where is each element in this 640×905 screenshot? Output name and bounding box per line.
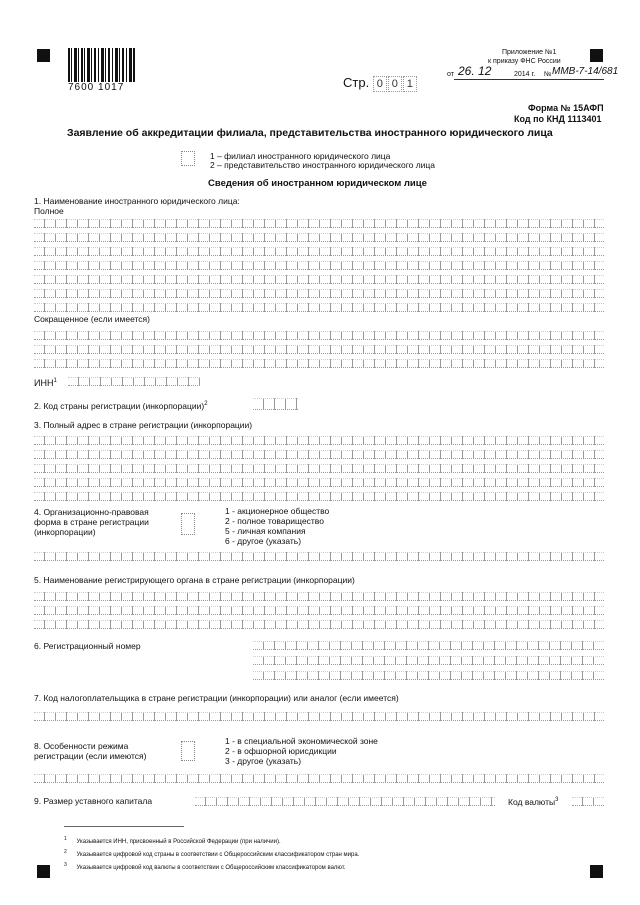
- field-5-label: 5. Наименование регистрирующего органа в стране регистрации (инкорпорации): [34, 575, 355, 585]
- org-form-option: 1 - акционерное общество: [225, 506, 330, 516]
- org-form-other-row[interactable]: [34, 552, 604, 561]
- footnote-number: 1: [64, 836, 67, 842]
- full-name-row[interactable]: [34, 233, 604, 242]
- inn-input[interactable]: [68, 377, 200, 386]
- registration-marker-bottom-right: [590, 865, 603, 878]
- field-2-footnote-ref: 2: [204, 401, 208, 408]
- type-option-2: 2 – представительство иностранного юридического лица: [210, 160, 436, 170]
- field-4-label-2: форма в стране регистрации: [34, 517, 149, 527]
- short-name-label: Сокращенное (если имеется): [34, 314, 150, 324]
- org-form-option: 2 - полное товарищество: [225, 516, 324, 526]
- inn-footnote-ref: 1: [53, 378, 57, 384]
- appendix-line2: к приказу ФНС России: [488, 58, 561, 65]
- page-number: [343, 75, 418, 92]
- address-row[interactable]: [34, 464, 604, 473]
- org-form-option: 6 - другое (указать): [225, 536, 302, 546]
- appendix-underline: [454, 79, 604, 80]
- appendix-no: ММВ-7-14/681: [552, 66, 619, 77]
- address-row[interactable]: [34, 436, 604, 445]
- currency-text: Код валюты: [508, 797, 556, 807]
- page-label: Стр.: [343, 75, 370, 90]
- appendix-ot: от: [447, 71, 454, 78]
- full-name-row[interactable]: [34, 275, 604, 284]
- type-option-1: 1 – филиал иностранного юридического лица: [210, 151, 391, 161]
- field-7-label: 7. Код налогоплательщика в стране регистрации (инкорпорации) или аналог (если имеется): [34, 693, 399, 703]
- inn-label: [34, 378, 57, 388]
- registrar-row[interactable]: [34, 606, 604, 615]
- footnote-number: 2: [64, 849, 67, 855]
- registration-marker-bottom-left: [37, 865, 50, 878]
- appendix-line1: Приложение №1: [502, 49, 557, 56]
- barcode-image: [68, 48, 136, 84]
- appendix-year: 2014 г.: [514, 71, 536, 78]
- address-row[interactable]: [34, 492, 604, 501]
- registrar-row[interactable]: [34, 620, 604, 629]
- section-title: Сведения об иностранном юридическом лице: [208, 178, 427, 189]
- field-2-label: [34, 401, 208, 411]
- footnote-text: Указывается цифровой код валюты в соответствии с Общероссийским классификатором валют.: [76, 865, 346, 871]
- field-3-label: 3. Полный адрес в стране регистрации (инкорпорации): [34, 420, 253, 430]
- currency-footnote-ref: 3: [555, 797, 559, 804]
- field-2-text: 2. Код страны регистрации (инкорпорации): [34, 401, 205, 411]
- registration-marker-top-left: [37, 49, 50, 62]
- footnote: [64, 862, 346, 871]
- full-name-label: Полное: [34, 206, 64, 216]
- barcode-number: 7600 1017: [68, 82, 125, 93]
- footnote-text: Указывается цифровой код страны в соответствии с Общероссийским классификатором стран мира.: [76, 852, 360, 858]
- country-code-input[interactable]: [253, 398, 298, 410]
- short-name-row[interactable]: [34, 345, 604, 354]
- field-6-label: 6. Регистрационный номер: [34, 641, 141, 651]
- footnote: [64, 836, 281, 845]
- full-name-row[interactable]: [34, 289, 604, 298]
- capital-input[interactable]: [195, 797, 495, 806]
- address-row[interactable]: [34, 478, 604, 487]
- registration-mode-option: 3 - другое (указать): [225, 756, 302, 766]
- registration-mode-other-row[interactable]: [34, 774, 604, 783]
- registration-number-row[interactable]: [253, 671, 604, 680]
- knd-code: Код по КНД 1113401: [514, 114, 602, 124]
- registration-number-row[interactable]: [253, 641, 604, 650]
- taxpayer-code-row[interactable]: [34, 712, 604, 721]
- registrar-row[interactable]: [34, 592, 604, 601]
- footnote-number: 3: [64, 862, 67, 868]
- field-8-label-2: регистрации (если имеются): [34, 751, 147, 761]
- full-name-row[interactable]: [34, 219, 604, 228]
- currency-code-input[interactable]: [572, 797, 604, 806]
- address-row[interactable]: [34, 450, 604, 459]
- org-form-option: 5 - личная компания: [225, 526, 306, 536]
- registration-mode-option: 1 - в специальной экономической зоне: [225, 736, 378, 746]
- full-name-row[interactable]: [34, 303, 604, 312]
- registration-mode-code-box[interactable]: [181, 741, 195, 761]
- registration-marker-top-right: [590, 49, 603, 62]
- footnote-separator: [64, 826, 184, 827]
- full-name-row[interactable]: [34, 247, 604, 256]
- page-digit: 1: [403, 76, 417, 92]
- org-form-code-box[interactable]: [181, 513, 195, 535]
- inn-text: ИНН: [34, 378, 54, 388]
- registration-number-row[interactable]: [253, 656, 604, 665]
- form-number: Форма № 15АФП: [528, 103, 604, 113]
- field-4-label-1: 4. Организационно-правовая: [34, 507, 149, 517]
- appendix-date: 26. 12: [458, 64, 492, 78]
- footnote-text: Указывается ИНН, присвоенный в Российской Федерации (при наличии).: [76, 839, 281, 845]
- field-1-label: 1. Наименование иностранного юридического лица:: [34, 196, 240, 206]
- page-digit: 0: [373, 76, 387, 92]
- currency-label: [508, 797, 558, 807]
- appendix-no-label: №: [544, 71, 552, 78]
- full-name-row[interactable]: [34, 261, 604, 270]
- page-title: Заявление об аккредитации филиала, представительства иностранного юридического лица: [67, 127, 553, 139]
- type-code-box[interactable]: [181, 151, 195, 166]
- short-name-row[interactable]: [34, 331, 604, 340]
- field-4-label-3: (инкорпорации): [34, 527, 96, 537]
- page-digit: 0: [388, 76, 402, 92]
- field-9-label: 9. Размер уставного капитала: [34, 796, 153, 806]
- footnote: [64, 849, 359, 858]
- field-8-label-1: 8. Особенности режима: [34, 741, 129, 751]
- registration-mode-option: 2 - в офшорной юрисдикции: [225, 746, 337, 756]
- short-name-row[interactable]: [34, 359, 604, 368]
